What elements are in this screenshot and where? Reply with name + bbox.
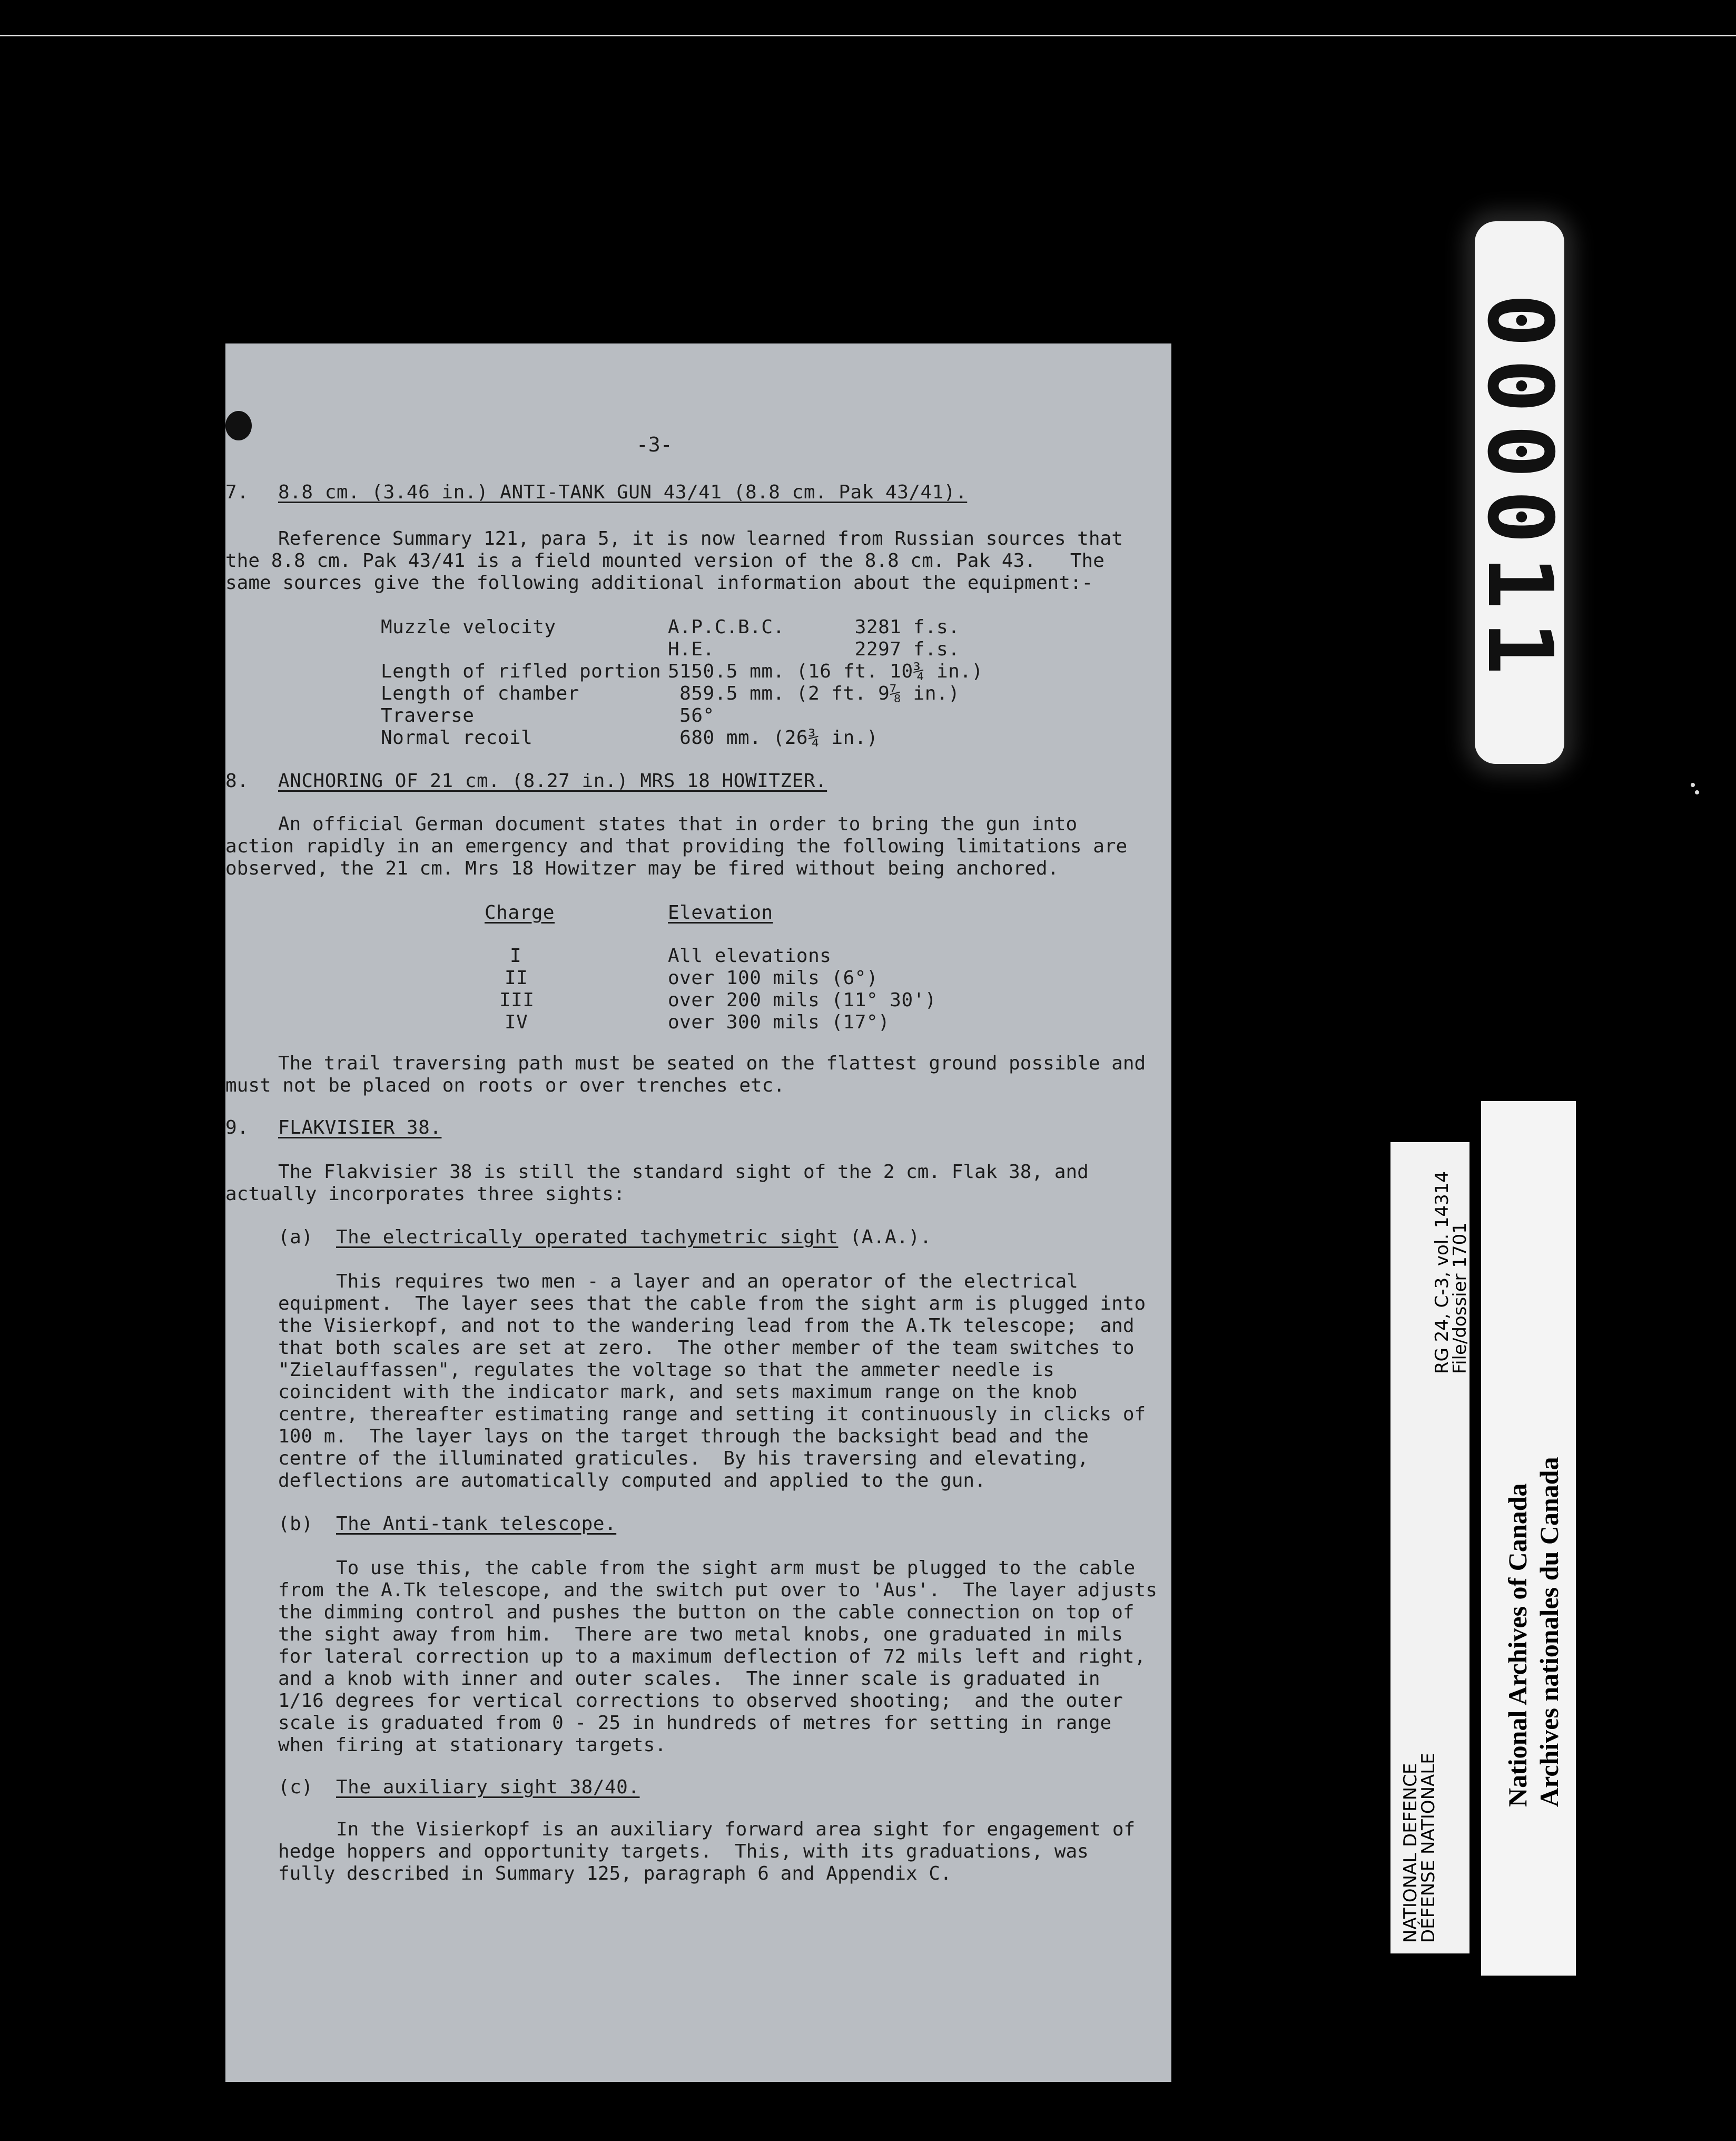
sub-a-line-6: coincident with the indicator mark, and sets maximum range on the knob [278,1381,1078,1403]
sub-a-line-4: that both scales are set at zero. The other member of the team switches to [278,1337,1135,1359]
sub-a-line-1: This requires two men - a layer and an operator of the electrical [336,1271,1078,1292]
sub-b-line-2: from the A.Tk telescope, and the switch put over to 'Aus'. The layer adjusts [278,1579,1157,1601]
charge-2: II [505,967,528,989]
document-page [225,343,1171,2082]
sub-b-line-3: the dimming control and pushes the button on the cable connection on top of [278,1602,1135,1623]
sec9-intro-2: actually incorporates three sights: [225,1183,625,1205]
sub-a-body [225,1271,1146,1536]
spec-label-traverse: Traverse [381,705,475,726]
sub-b-title: The Anti-tank telescope. [336,1513,617,1535]
sub-a-marker: (a) [278,1226,313,1248]
sub-a-line-9: centre of the illuminated graticules. By his traversing and elevating, [278,1448,1089,1469]
sub-b-line-7: 1/16 degrees for vertical corrections to observed shooting; and the outer [278,1690,1123,1712]
elevation-2: over 100 mils (6°) [668,967,879,989]
spec-value-apcbc: A.P.C.B.C. 3281 f.s. [668,616,960,638]
page-number: -3- [636,433,673,456]
sec8-tail-1: The trail traversing path must be seated on the flattest ground possible and [278,1053,1146,1074]
sec8-number: 8. [225,770,249,792]
sub-b-marker: (b) [278,1513,313,1535]
sec8-heading: ANCHORING OF 21 cm. (8.27 in.) MRS 18 HOWITZER. [278,770,827,792]
punch-hole [225,411,252,440]
sub-a-suffix: (A.A.). [838,1226,932,1248]
elevation-4: over 300 mils (17°) [668,1011,890,1033]
archive-institution-label [1481,1101,1576,1976]
spec-label-muzzle: Muzzle velocity [381,616,556,638]
sub-b-line-8: scale is graduated from 0 - 25 in hundreds of metres for setting in range [278,1712,1112,1734]
sub-a-line-2: equipment. The layer sees that the cable from the sight arm is plugged into [278,1293,1146,1314]
sec8-line-2: action rapidly in an emergency and that providing the following limitations are [225,836,1128,857]
sub-c-line-1: In the Visierkopf is an auxiliary forward area sight for engagement of [336,1819,1136,1840]
sec8-line-3: observed, the 21 cm. Mrs 18 Howitzer may be fired without being anchored. [225,858,1059,879]
speck [1691,783,1695,787]
sub-c-title: The auxiliary sight 38/40. [336,1776,640,1798]
spec-label-rifled: Length of rifled portion [381,661,662,682]
label-file-dossier: File/dossier 1701 [1449,1222,1471,1374]
spec-value-he: H.E. 2297 f.s. [668,639,960,660]
speck [1695,790,1699,794]
sec7-line-2: the 8.8 cm. Pak 43/41 is a field mounted version of the 8.8 cm. Pak 43. The [225,550,1104,572]
sec7-number: 7. [225,482,249,503]
sub-c-body [225,1819,1136,1929]
sec7-line-3: same sources give the following additional information about the equipment:- [225,572,1093,594]
spec-value-rifled: 5150.5 mm. (16 ft. 10¾ in.) [668,661,983,682]
col-elevation-header: Elevation [668,902,773,924]
spec-label-recoil: Normal recoil [381,727,533,749]
sub-b-line-6: and a knob with inner and outer scales. The inner scale is graduated in [278,1668,1100,1690]
label-archives-nationales: Archives nationales du Canada [1534,1457,1564,1807]
charge-1: I [510,945,522,967]
sub-b-line-9: when firing at stationary targets. [278,1734,666,1756]
frame-counter-strip [1467,221,1572,764]
sub-b-body [225,1557,1157,1801]
sec9-intro-1: The Flakvisier 38 is still the standard sight of the 2 cm. Flak 38, and [278,1161,1089,1183]
label-rg-reference: RG 24, C-3, vol. 14314 [1432,1171,1453,1374]
spec-value-traverse: 56° [668,705,715,726]
sec8-line-1: An official German document states that in order to bring the gun into [278,813,1078,835]
sub-a-heading [336,1226,932,1249]
label-defense-nationale: DÉFENSE NATIONALE [1418,1753,1439,1943]
frame-number: 000011 [1467,293,1572,687]
sub-a-line-8: 100 m. The layer lays on the target through the backsight bead and the [278,1426,1089,1447]
charge-3: III [499,989,535,1011]
sub-a-line-3: the Visierkopf, and not to the wandering lead from the A.Tk telescope; and [278,1315,1135,1337]
sec7-line-1: Reference Summary 121, para 5, it is now learned from Russian sources that [278,528,1123,549]
sub-b-line-5: for lateral correction up to a maximum deflection of 72 mils left and right, [278,1646,1146,1667]
sec7-heading: 8.8 cm. (3.46 in.) ANTI-TANK GUN 43/41 (8.8 cm. Pak 43/41). [278,482,968,503]
sub-b-line-1: To use this, the cable from the sight arm must be plugged to the cable [336,1557,1136,1579]
sub-c-line-2: hedge hoppers and opportunity targets. This, with its graduations, was [278,1841,1089,1862]
elevation-3: over 200 mils (11° 30') [668,989,936,1011]
film-edge-line [0,35,1736,36]
sec9-number: 9. [225,1117,249,1138]
sec9-heading: FLAKVISIER 38. [278,1117,442,1138]
charge-4: IV [505,1011,528,1033]
sub-b-line-4: the sight away from him. There are two metal knobs, one graduated in mils [278,1624,1123,1645]
col-charge-header: Charge [485,902,555,924]
sub-c-marker: (c) [278,1776,313,1798]
sub-a-line-10: deflections are automatically computed and applied to the gun. [278,1470,986,1491]
spec-value-recoil: 680 mm. (26¾ in.) [668,727,879,749]
sub-a-line-7: centre, thereafter estimating range and setting it continuously in clicks of [278,1403,1146,1425]
sub-a-title: The electrically operated tachymetric sight [336,1226,839,1248]
label-national-archives: National Archives of Canada [1503,1483,1532,1807]
sub-c-line-3: fully described in Summary 125, paragraph 6 and Appendix C. [278,1863,952,1884]
spec-value-chamber: 859.5 mm. (2 ft. 9⅞ in.) [668,683,960,704]
spec-label-chamber: Length of chamber [381,683,579,704]
archive-reference-label [1390,1142,1469,1953]
elevation-1: All elevations [668,945,832,967]
label-national-defence: NATIONAL DEFENCE [1400,1763,1421,1943]
sub-a-line-5: "Zielauffassen", regulates the voltage so that the ammeter needle is [278,1359,1054,1381]
sec8-tail-2: must not be placed on roots or over trenches etc. [225,1075,785,1096]
